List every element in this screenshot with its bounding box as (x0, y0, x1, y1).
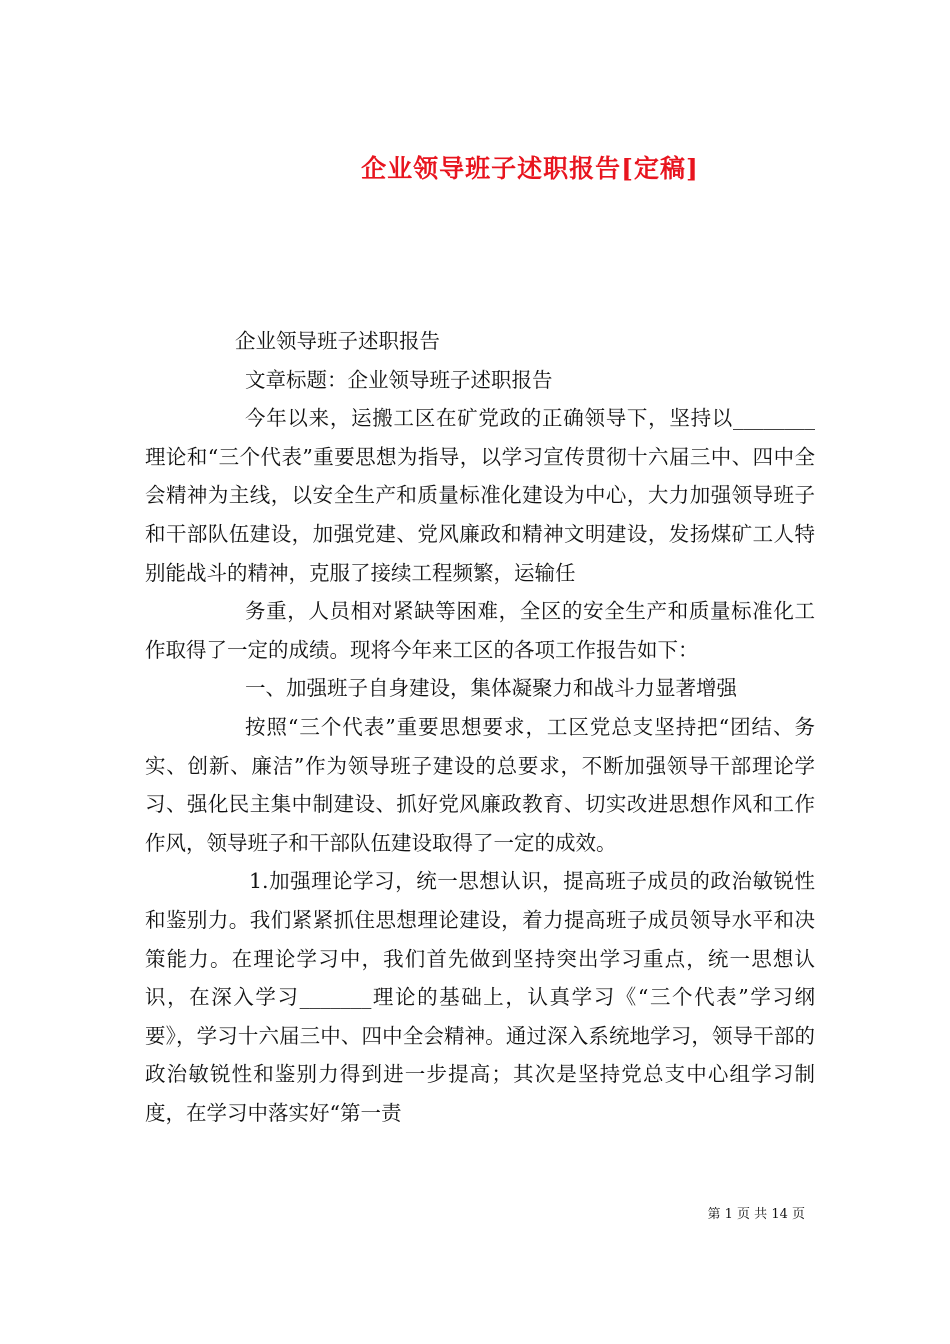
document-title: 企业领导班子述职报告[定稿] (361, 153, 699, 183)
article-title: 文章标题：企业领导班子述职报告 (245, 367, 553, 392)
section-heading-1: 一、加强班子自身建设，集体凝聚力和战斗力显著增强 (245, 676, 737, 701)
paragraph-continuation: 务重，人员相对紧缺等困难，全区的安全生产和质量标准化工作取得了一定的成绩。现将今年来工区的各项工作报告如下： (145, 599, 815, 662)
paragraph-section-1: 按照“三个代表”重要思想要求，工区党总支坚持把“团结、务实、创新、廉洁”作为领导班子建设的总要求，不断加强领导干部理论学习、强化民主集中制建设、抓好党风廉政教育、切实改进思想作风和工作作风，领导班子和干部队伍建设取得了一定的成效。 (145, 714, 815, 855)
document-body (145, 322, 815, 1132)
document-heading: 企业领导班子述职报告 (235, 329, 440, 353)
paragraph-item-1: 1.加强理论学习，统一思想认识，提高班子成员的政治敏锐性和鉴别力。我们紧紧抓住思想理论建设，着力提高班子成员领导水平和决策能力。在理论学习中，我们首先做到坚持突出学习重点，统一思想认识，在深入学习_______理论的基础上，认真学习《“三个代表”学习纲要》，学习十六届三中、四中全会精神。通过深入系统地学习，领导干部的政治敏锐性和鉴别力得到进一步提高；其次是坚持党总支中心组学习制度，在学习中落实好“第一责 (145, 869, 815, 1125)
page-number: 第 1 页 共 14 页 (707, 1207, 805, 1222)
paragraph-intro: 今年以来，运搬工区在矿党政的正确领导下，坚持以________理论和“三个代表”重要思想为指导，以学习宣传贯彻十六届三中、四中全会精神为主线，以安全生产和质量标准化建设为中心，大力加强领导班子和干部队伍建设，加强党建、党风廉政和精神文明建设，发扬煤矿工人特别能战斗的精神，克服了接续工程频繁，运输任 (145, 406, 815, 585)
